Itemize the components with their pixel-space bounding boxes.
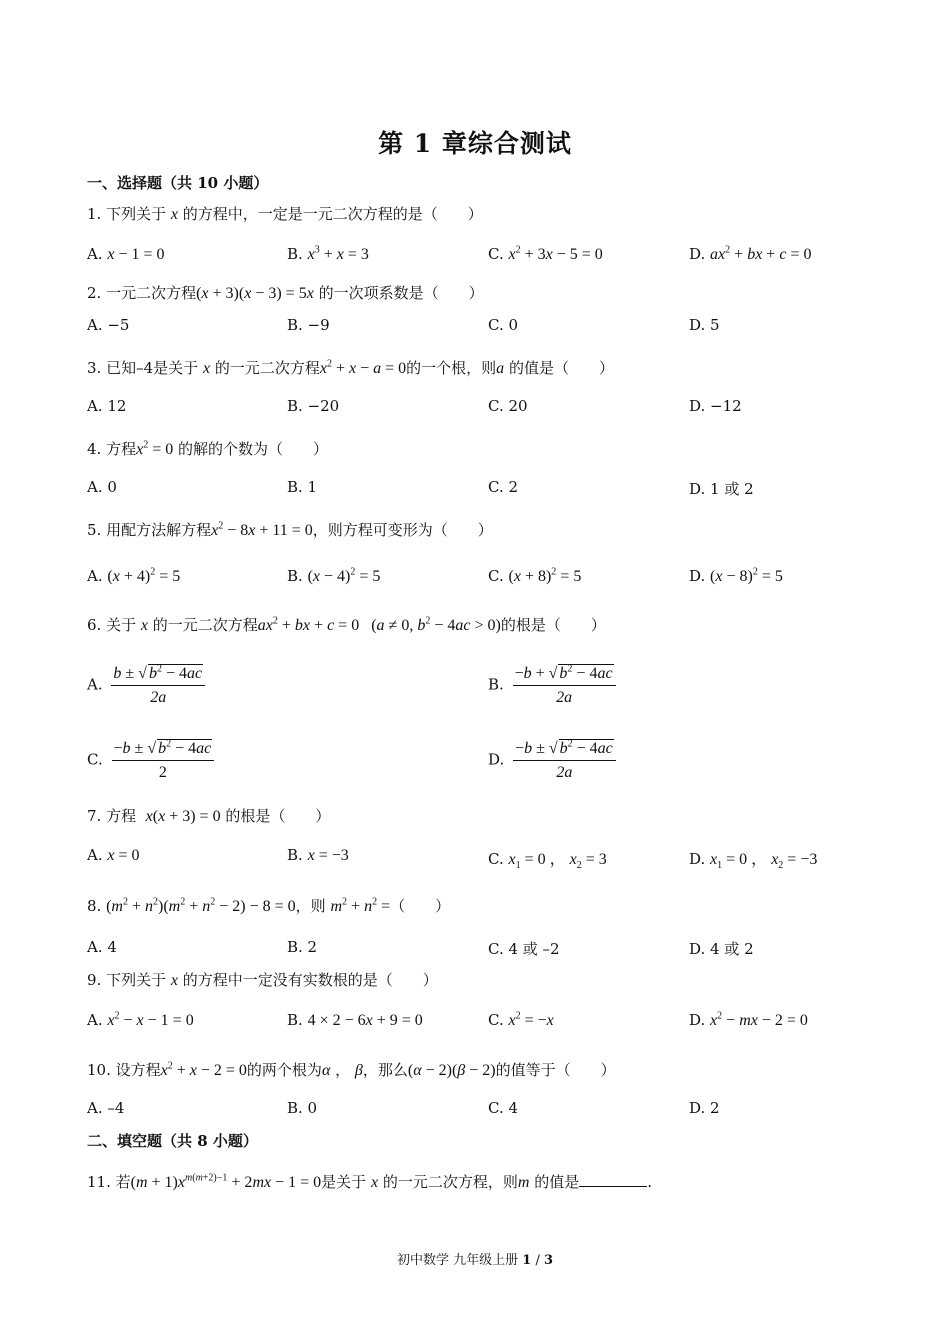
question-2: 2. 一元二次方程(x + 3)(x − 3) = 5x 的一次项系数是（ ） — [87, 284, 484, 302]
question-8: 8. $(m^2 + n^2)(m^2 + n^2 - 2) - 8 = 0$，则 $m^2 + n^2$ =（ ） — [87, 896, 451, 915]
page-title: 第 1 章综合测试 — [378, 129, 572, 158]
q10-option-d: D. 2 — [689, 1099, 720, 1117]
q4-option-a: A. 0 — [87, 478, 117, 496]
question-6: 6. 关于 x 的一元二次方程$ax^2$ + bx + c = 0 (a ≠ 0, $b^2 - 4ac > 0$)的根是（ ） — [87, 615, 606, 634]
q5-option-c: C. $(x + 8)^2 = 5$ — [488, 566, 582, 585]
q8-option-a: A. 4 — [87, 938, 117, 956]
q1-option-c: C. $x^2 + 3x - 5 = 0$ — [488, 244, 603, 263]
question-7: 7. 方程 x(x + 3) = 0 的根是（ ） — [87, 807, 331, 825]
q9-option-c: C. $x^2 = -x$ — [488, 1010, 554, 1029]
q7-option-b: B. x = −3 — [287, 846, 349, 864]
q3-option-b: B. −20 — [287, 397, 340, 415]
q1-option-b: B. $x^3 + x = 3$ — [287, 244, 369, 263]
q4-option-d: D. 1 或 2 — [689, 480, 754, 498]
q5-option-b: B. $(x - 4)^2 = 5$ — [287, 566, 381, 585]
question-3: 3. 已知–4是关于 x 的一元二次方程$x^2 + x - a = 0$的一个根，则a 的值是（ ） — [87, 358, 614, 377]
q4-option-c: C. 2 — [488, 478, 519, 496]
q9-option-b: B. 4 × 2 − 6x + 9 = 0 — [287, 1011, 423, 1029]
q2-option-a: A. −5 — [87, 316, 130, 334]
q6-option-c: C. $\frac{-b \pm √ b^2 - 4ac}{2}$ — [87, 739, 214, 782]
q8-option-c: C. 4 或 –2 — [488, 940, 560, 958]
q7-option-d: D. $x_1 = 0$ ， $x_2 = -3$ — [689, 850, 818, 872]
q10-option-b: B. 0 — [287, 1099, 318, 1117]
q9-option-d: D. $x^2$ − mx − 2 = 0 — [689, 1010, 808, 1029]
q6-option-b: B. $\frac{-b + √ b^2 - 4ac}{2a}$ — [488, 664, 616, 707]
q8-option-b: B. 2 — [287, 938, 318, 956]
section-heading-fill: 二、填空题（共 8 小题） — [87, 1132, 258, 1150]
q7-option-c: C. $x_1 = 0$ ， $x_2 = 3$ — [488, 850, 607, 872]
question-11: 11. 若$(m + 1)x^{m(m+2)-1} + 2mx - 1 = 0$是关于 x 的一元二次方程，则m 的值是 . — [87, 1172, 652, 1191]
answer-blank[interactable] — [579, 1174, 647, 1187]
page-footer: 初中数学 九年级上册 1 / 3 — [396, 1253, 554, 1268]
q7-option-a: A. x = 0 — [87, 846, 140, 864]
q6-option-a: A. $\frac{b \pm √ b^2 - 4ac}{2a}$ — [87, 664, 205, 707]
q8-option-d: D. 4 或 2 — [689, 940, 754, 958]
question-1: 1. 下列关于 x 的方程中，一定是一元二次方程的是（ ） — [87, 205, 483, 223]
q6-option-d: D. $\frac{-b \pm √ b^2 - 4ac}{2a}$ — [488, 739, 616, 782]
q3-option-c: C. 20 — [488, 397, 528, 415]
q5-option-d: D. $(x - 8)^2 = 5$ — [689, 566, 783, 585]
q3-option-a: A. 12 — [87, 397, 127, 415]
question-4: 4. 方程$x^2 = 0$ 的解的个数为（ ） — [87, 439, 329, 458]
q3-option-d: D. −12 — [689, 397, 742, 415]
q10-option-a: A. –4 — [87, 1099, 125, 1117]
q2-option-d: D. 5 — [689, 316, 720, 334]
q5-option-a: A. $(x + 4)^2 = 5$ — [87, 566, 181, 585]
question-9: 9. 下列关于 x 的方程中一定没有实数根的是（ ） — [87, 971, 438, 989]
q9-option-a: A. $x^2 - x - 1 = 0$ — [87, 1010, 194, 1029]
q10-option-c: C. 4 — [488, 1099, 519, 1117]
section-heading-choice: 一、选择题（共 10 小题） — [87, 174, 269, 192]
question-5: 5. 用配方法解方程$x^2 - 8x + 11 = 0$，则方程可变形为（ ） — [87, 520, 493, 539]
q1-option-d: D. $ax^2$ + bx + c = 0 — [689, 244, 812, 263]
q2-option-c: C. 0 — [488, 316, 519, 334]
question-10: 10. 设方程$x^2 + x - 2 = 0$的两个根为α ， β，那么(α − 2)(β − 2)的值等于（ ） — [87, 1060, 616, 1079]
q2-option-b: B. −9 — [287, 316, 330, 334]
q4-option-b: B. 1 — [287, 478, 318, 496]
q1-option-a: A. x − 1 = 0 — [87, 245, 165, 263]
